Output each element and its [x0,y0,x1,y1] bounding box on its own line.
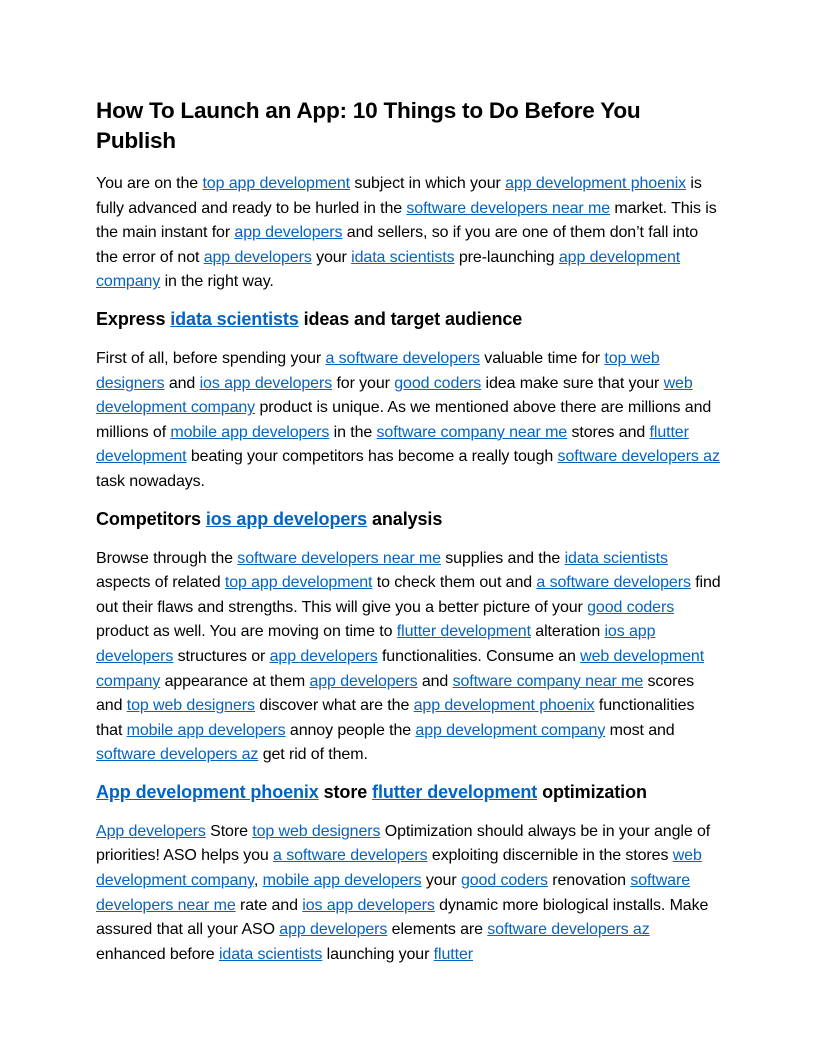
inline-link[interactable]: idata scientists [218,945,323,963]
inline-link[interactable]: top app development [202,175,350,192]
inline-link[interactable]: software developers az [96,746,259,764]
inline-link[interactable]: good coders [460,872,548,890]
inline-link[interactable]: app development company [96,248,681,291]
text-run: your [311,248,352,266]
inline-link[interactable]: web development company [96,374,693,417]
inline-link[interactable]: top web designers [96,349,660,392]
text-run: valuable time for [479,349,605,367]
text-run: optimization [537,781,647,802]
text-run: Optimization should always be in your angle of priorities! ASO helps you [96,822,711,865]
text-run: aspects of related [96,574,225,592]
text-run: scores and [96,672,695,715]
text-run: alteration [530,623,605,641]
page-title: How To Launch an App: 10 Things to Do Before You Publish [96,98,641,153]
inline-link[interactable]: top web designers [252,822,381,840]
text-run: subject in which your [350,175,506,192]
section-heading-competitors [96,507,722,531]
inline-link[interactable]: ios app developers [302,896,435,914]
text-run: First of all, before spending your [96,349,326,367]
text-run: renovation [547,872,631,890]
inline-link[interactable]: ios app developers [96,623,656,665]
text-run: and sellers, so if you are one of them don’t fall into the error of not [96,224,699,266]
text-run: Express [96,308,171,329]
text-run: in the right way. [160,273,274,291]
text-run: Competitors [96,508,206,529]
text-run: task nowadays. [96,472,205,490]
text-run: is fully advanced and ready to be hurled in the [96,175,702,217]
inline-link[interactable]: software company near me [452,672,644,690]
inline-link[interactable]: App development phoenix [96,781,319,802]
intro-paragraph [96,172,722,295]
inline-link[interactable]: app developers [269,647,378,665]
inline-link[interactable]: flutter development [372,781,538,802]
inline-link[interactable]: ios app developers [199,374,333,392]
text-run: exploiting discernible in the stores [427,847,673,865]
text-run: enhanced before [96,945,219,963]
inline-link[interactable]: app development phoenix [505,175,687,192]
text-run: Browse through the [96,549,238,567]
text-run: launching your [322,945,434,963]
inline-link[interactable]: app development company [415,721,606,739]
text-run: stores and [567,423,650,441]
text-run: annoy people the [285,721,416,739]
inline-link[interactable]: a software developers [536,574,691,592]
inline-link[interactable]: top web designers [126,697,255,715]
inline-link[interactable]: app developers [203,248,312,266]
inline-link[interactable]: flutter development [396,623,531,641]
text-run: for your [332,374,395,392]
text-run: ideas and target audience [298,308,523,329]
text-run: You are on the [96,175,203,192]
inline-link[interactable]: app developers [309,672,418,690]
text-run: find out their flaws and strengths. This will give you a better picture of your [96,574,721,616]
text-run: to check them out and [372,574,537,592]
document-page [96,96,722,979]
text-run: idea make sure that your [481,374,664,392]
inline-link[interactable]: software developers az [487,921,650,939]
section-paragraph-audience [96,347,722,495]
section-paragraph-store-optimization [96,820,722,968]
inline-link[interactable]: mobile app developers [170,423,330,441]
inline-link[interactable]: software developers az [557,448,720,466]
text-run: dynamic more biological installs. Make assured that all your ASO [96,896,709,939]
text-run: market. This is the main instant for [96,199,717,242]
text-run: product as well. You are moving on time to [96,623,397,641]
inline-link[interactable]: mobile app developers [262,872,422,890]
text-run: functionalities. Consume an [377,647,581,665]
text-run: most and [605,721,675,739]
text-run: in the [329,423,377,441]
text-run: beating your competitors has become a really tough [186,448,558,466]
inline-link[interactable]: software developers near me [96,872,690,914]
inline-link[interactable]: idata scientists [170,308,299,329]
text-run: your [421,872,461,890]
text-run: and [164,374,200,392]
inline-link[interactable]: app developers [279,921,388,939]
inline-link[interactable]: flutter development [96,423,689,466]
inline-link[interactable]: ios app developers [205,508,368,529]
text-run: elements are [387,921,488,939]
inline-link[interactable]: software developers near me [237,549,441,567]
text-run: rate and [235,896,303,914]
inline-link[interactable]: web development company [96,847,702,890]
inline-link[interactable]: software developers near me [406,199,611,217]
section-heading-store-optimization [96,780,722,804]
section-heading-audience [96,307,722,331]
inline-link[interactable]: App developers [96,822,206,840]
text-run: functionalities that [96,697,695,739]
text-run: structures or [173,647,270,665]
inline-link[interactable]: idata scientists [564,549,668,567]
inline-link[interactable]: flutter [433,945,473,963]
inline-link[interactable]: mobile app developers [126,721,286,739]
inline-link[interactable]: idata scientists [351,248,455,266]
text-run: product is unique. As we mentioned above there are millions and millions of [96,399,712,441]
text-run: discover what are the [254,697,414,715]
inline-link[interactable]: a software developers [273,847,428,865]
text-run: pre-launching [454,248,559,266]
inline-link[interactable]: app development phoenix [413,697,595,715]
text-run: , [253,872,263,890]
inline-link[interactable]: good coders [587,598,675,616]
text-run: supplies and the [440,549,565,567]
inline-link[interactable]: app developers [234,224,343,242]
inline-link[interactable]: a software developers [325,349,480,367]
inline-link[interactable]: top app development [224,574,373,592]
text-run: appearance at them [160,672,310,690]
section-paragraph-competitors [96,547,722,768]
text-run: get rid of them. [258,746,368,764]
text-run: Store [205,822,253,840]
inline-link[interactable]: good coders [394,374,482,392]
text-run: and [417,672,453,690]
inline-link[interactable]: software company near me [376,423,568,441]
text-run: analysis [367,508,443,529]
inline-link[interactable]: web development company [96,647,705,690]
text-run: store [318,781,373,802]
